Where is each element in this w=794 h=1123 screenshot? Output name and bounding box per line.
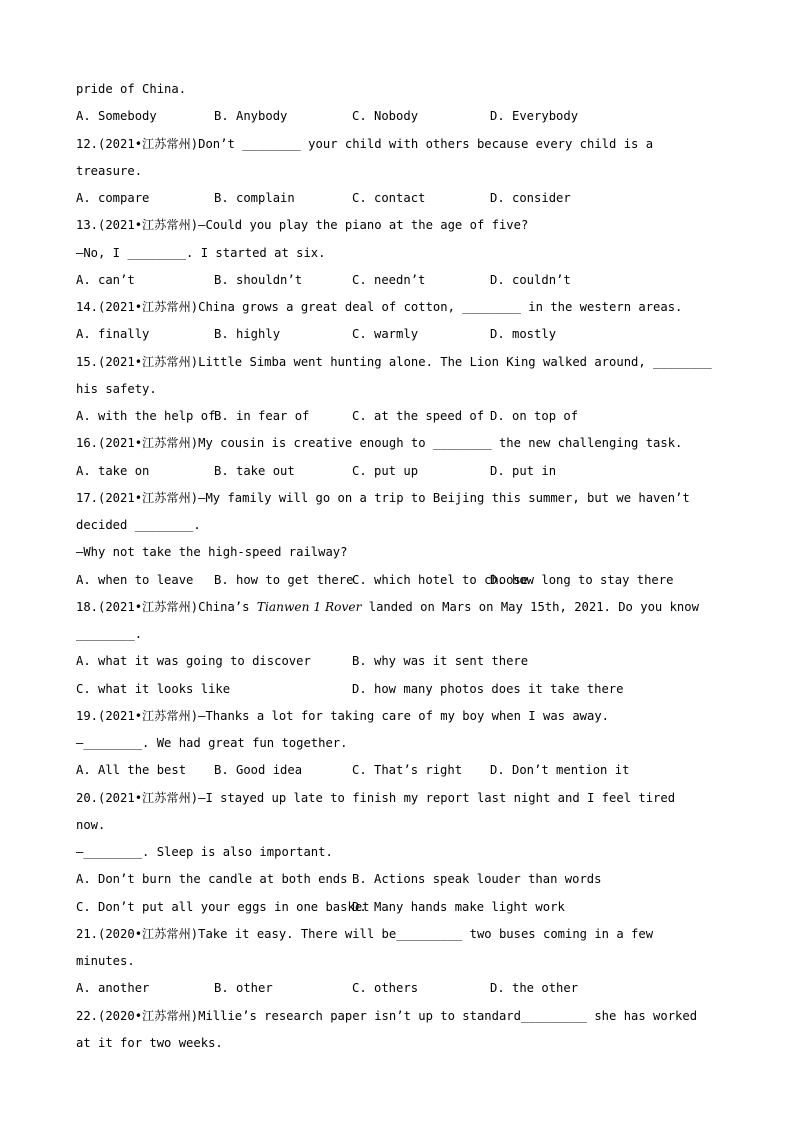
option-choice: A. with the help of <box>76 409 216 423</box>
option-choice: C. others <box>352 981 419 996</box>
option-choice: B. why was it sent there <box>352 654 529 669</box>
option-choice: C. contact <box>352 191 426 205</box>
option-choice: D. on top of <box>490 409 579 423</box>
option-choice: B. complain <box>214 191 295 205</box>
option-choice: D. how long to stay there <box>490 572 674 587</box>
option-choice: B. in fear of <box>214 409 310 423</box>
option-choice: A. when to leave <box>76 572 194 587</box>
option-choice: D. Many hands make light work <box>352 899 565 914</box>
option-choice: A. can’t <box>76 272 135 287</box>
option-choice: B. how to get there <box>214 572 354 587</box>
text-line: at it for two weeks. <box>76 1035 223 1050</box>
option-choice: B. other <box>214 981 273 996</box>
option-choice: A. Don’t burn the candle at both ends <box>76 872 348 887</box>
text-line: decided ________. <box>76 518 201 532</box>
option-row <box>76 103 716 130</box>
text-line: 16.(2021•江苏常州)My cousin is creative enough to ________ the new challenging task. <box>76 436 683 451</box>
option-choice: D. Everybody <box>490 109 579 124</box>
option-choice: A. Somebody <box>76 109 157 124</box>
option-choice: D. put in <box>490 463 557 478</box>
option-choice: C. That’s right <box>352 763 463 778</box>
option-choice: A. finally <box>76 327 150 342</box>
option-row <box>76 975 716 1002</box>
option-row <box>76 267 716 294</box>
option-choice: D. mostly <box>490 327 557 342</box>
text-line: 12.(2021•江苏常州)Don’t ________ your child with others because every child is a <box>76 136 654 151</box>
option-choice: C. which hotel to choose <box>352 572 529 587</box>
option-choice: C. put up <box>352 463 419 478</box>
option-choice: A. compare <box>76 191 150 205</box>
option-choice: A. another <box>76 981 150 996</box>
option-choice: B. Actions speak louder than words <box>352 872 602 887</box>
text-line: —No, I ________. I started at six. <box>76 245 326 260</box>
option-row <box>76 648 716 675</box>
option-row <box>76 866 716 893</box>
option-choice: C. Nobody <box>352 109 419 124</box>
option-choice: A. All the best <box>76 763 187 778</box>
option-choice: B. take out <box>214 463 295 478</box>
option-choice: D. how many photos does it take there <box>352 681 624 696</box>
text-line: now. <box>76 817 106 832</box>
text-line: treasure. <box>76 163 143 178</box>
option-row <box>76 403 716 430</box>
option-choice: D. consider <box>490 191 571 205</box>
option-choice: C. warmly <box>352 327 419 342</box>
text-line: 15.(2021•江苏常州)Little Simba went hunting alone. The Lion King walked around, ________ <box>76 354 712 369</box>
option-row <box>76 321 716 348</box>
option-row <box>76 458 716 485</box>
text-line: ________. <box>76 627 143 641</box>
text-line: 22.(2020•江苏常州)Millie’s research paper isn’t up to standard_________ she has worked <box>76 1008 698 1023</box>
option-choice: D. Don’t mention it <box>490 763 630 778</box>
option-choice: C. what it looks like <box>76 681 231 696</box>
option-choice: D. couldn’t <box>490 272 571 287</box>
text-line: —________. Sleep is also important. <box>76 845 333 859</box>
option-row <box>76 757 716 784</box>
option-choice: A. take on <box>76 463 150 478</box>
option-choice: B. Anybody <box>214 109 288 124</box>
option-row <box>76 185 716 212</box>
text-line <box>76 594 716 621</box>
option-choice: C. at the speed of <box>352 409 485 423</box>
text-line: minutes. <box>76 954 135 968</box>
text-line: pride of China. <box>76 82 187 96</box>
option-choice: B. Good idea <box>214 763 303 778</box>
option-row <box>76 894 716 921</box>
option-choice: C. Don’t put all your eggs in one basket <box>76 899 370 914</box>
text-line: 19.(2021•江苏常州)—Thanks a lot for taking care of my boy when I was away. <box>76 708 610 723</box>
option-choice: B. shouldn’t <box>214 272 303 287</box>
option-row <box>76 567 716 594</box>
text-line: —________. We had great fun together. <box>76 736 348 750</box>
text-segment: landed on Mars on May 15th, 2021. Do you know <box>361 599 699 614</box>
text-segment: 18.(2021•江苏常州)China’s <box>76 599 257 614</box>
option-row <box>76 676 716 703</box>
option-choice: C. needn’t <box>352 272 426 287</box>
text-line: his safety. <box>76 381 157 396</box>
text-line: 14.(2021•江苏常州)China grows a great deal of cotton, ________ in the western areas. <box>76 300 683 314</box>
option-choice: A. what it was going to discover <box>76 654 311 669</box>
text-line: 13.(2021•江苏常州)—Could you play the piano at the age of five? <box>76 218 529 233</box>
question-page <box>76 76 716 1057</box>
italic-title: Tianwen 1 Rover <box>256 599 362 614</box>
text-line: 20.(2021•江苏常州)—I stayed up late to finish my report last night and I feel tired <box>76 790 676 805</box>
text-line: 21.(2020•江苏常州)Take it easy. There will be_________ two buses coming in a few <box>76 926 654 941</box>
option-choice: D. the other <box>490 981 579 996</box>
option-choice: B. highly <box>214 327 281 342</box>
text-line: 17.(2021•江苏常州)—My family will go on a trip to Beijing this summer, but we haven’t <box>76 490 690 505</box>
text-line: —Why not take the high-speed railway? <box>76 545 348 560</box>
